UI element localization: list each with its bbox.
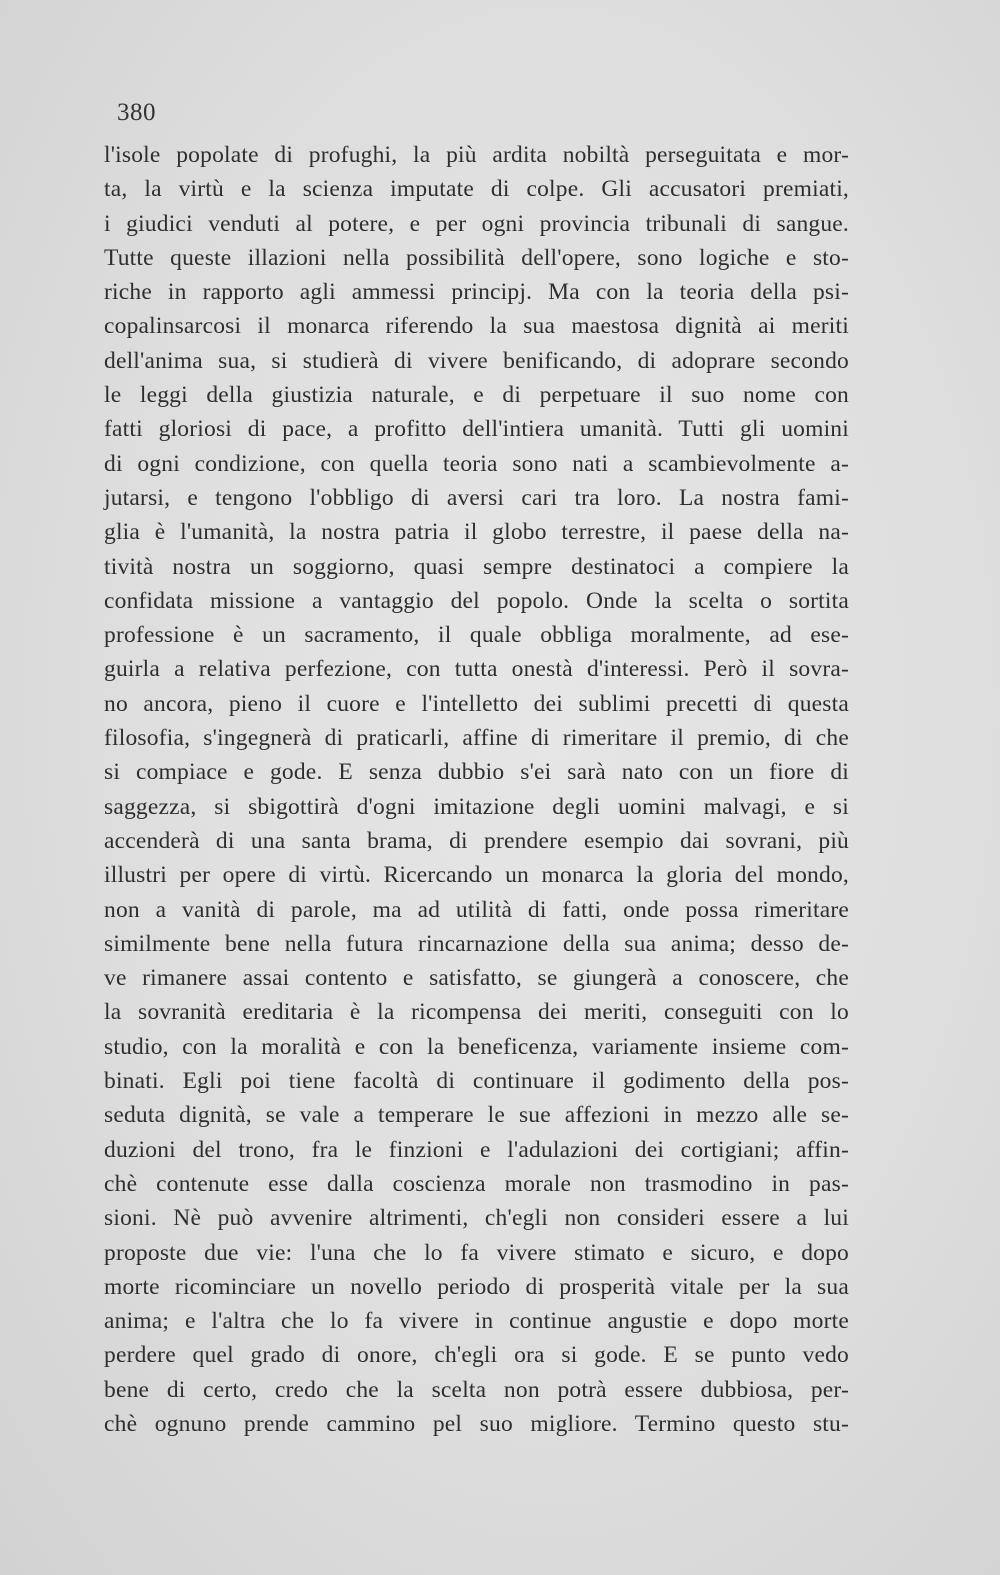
body-text: [104, 138, 849, 1441]
text-line: copalinsarcosi il monarca riferendo la sua maestosa dignità ai meriti: [104, 313, 849, 340]
text-line: filosofia, s'ingegnerà di praticarli, affine di rimeritare il premio, di che: [104, 725, 849, 752]
text-line: dell'anima sua, si studierà di vivere benificando, di adoprare secondo: [104, 347, 849, 374]
text-line: guirla a relativa perfezione, con tutta onestà d'interessi. Però il sovra-: [104, 656, 849, 683]
text-line: l'isole popolate di profughi, la più ardita nobiltà perseguitata e mor-: [104, 142, 849, 168]
text-line: Tutte queste illazioni nella possibilità dell'opere, sono logiche e sto-: [104, 244, 849, 271]
text-line: la sovranità ereditaria è la ricompensa dei meriti, conseguiti con lo: [104, 999, 849, 1026]
text-line: professione è un sacramento, il quale obbliga moralmente, ad ese-: [104, 622, 849, 649]
text-line: glia è l'umanità, la nostra patria il globo terrestre, il paese della na-: [104, 519, 849, 546]
text-line: seduta dignità, se vale a temperare le sue affezioni in mezzo alle se-: [104, 1102, 849, 1129]
text-line: chè contenute esse dalla coscienza morale non trasmodino in pas-: [104, 1170, 849, 1197]
text-line: binati. Egli poi tiene facoltà di continuare il godimento della pos-: [104, 1068, 849, 1095]
text-line: anima; e l'altra che lo fa vivere in continue angustie e dopo morte: [104, 1308, 849, 1335]
text-line: studio, con la moralità e con la beneficenza, variamente insieme com-: [104, 1033, 849, 1060]
text-line: illustri per opere di virtù. Ricercando un monarca la gloria del mondo,: [104, 862, 849, 889]
text-line: similmente bene nella futura rincarnazione della sua anima; desso de-: [104, 930, 849, 957]
text-line: si compiace e gode. E senza dubbio s'ei sarà nato con un fiore di: [104, 759, 849, 786]
text-line: perdere quel grado di onore, ch'egli ora si gode. E se punto vedo: [104, 1342, 849, 1369]
text-line: jutarsi, e tengono l'obbligo di aversi cari tra loro. La nostra fami-: [104, 484, 849, 511]
text-line: accenderà di una santa brama, di prendere esempio dai sovrani, più: [104, 827, 849, 854]
text-line: bene di certo, credo che la scelta non potrà essere dubbiosa, per-: [104, 1376, 849, 1403]
text-line: di ogni condizione, con quella teoria sono nati a scambievolmente a-: [104, 450, 849, 477]
text-line: saggezza, si sbigottirà d'ogni imitazione degli uomini malvagi, e si: [104, 793, 849, 820]
text-line: ta, la virtù e la scienza imputate di colpe. Gli accusatori premiati,: [104, 176, 849, 203]
page-number: 380: [117, 99, 156, 126]
text-line: fatti gloriosi di pace, a profitto dell'intiera umanità. Tutti gli uomini: [104, 416, 849, 443]
text-line: riche in rapporto agli ammessi principj. Ma con la teoria della psi-: [104, 279, 849, 306]
text-line: i giudici venduti al potere, e per ogni provincia tribunali di sangue.: [104, 210, 849, 237]
text-line: no ancora, pieno il cuore e l'intelletto dei sublimi precetti di questa: [104, 690, 849, 717]
text-line: sioni. Nè può avvenire altrimenti, ch'egli non consideri essere a lui: [104, 1205, 849, 1232]
text-line: ve rimanere assai contento e satisfatto, se giungerà a conoscere, che: [104, 965, 849, 992]
text-line: chè ognuno prende cammino pel suo migliore. Termino questo stu-: [104, 1410, 849, 1437]
text-line: duzioni del trono, fra le finzioni e l'adulazioni dei cortigiani; affin-: [104, 1136, 849, 1163]
text-line: confidata missione a vantaggio del popolo. Onde la scelta o sortita: [104, 587, 849, 614]
text-line: tività nostra un soggiorno, quasi sempre destinatoci a compiere la: [104, 553, 849, 580]
text-line: non a vanità di parole, ma ad utilità di fatti, onde possa rimeritare: [104, 896, 849, 923]
text-line: morte ricominciare un novello periodo di prosperità vitale per la sua: [104, 1273, 849, 1300]
text-line: proposte due vie: l'una che lo fa vivere stimato e sicuro, e dopo: [104, 1239, 849, 1266]
text-line: le leggi della giustizia naturale, e di perpetuare il suo nome con: [104, 382, 849, 409]
